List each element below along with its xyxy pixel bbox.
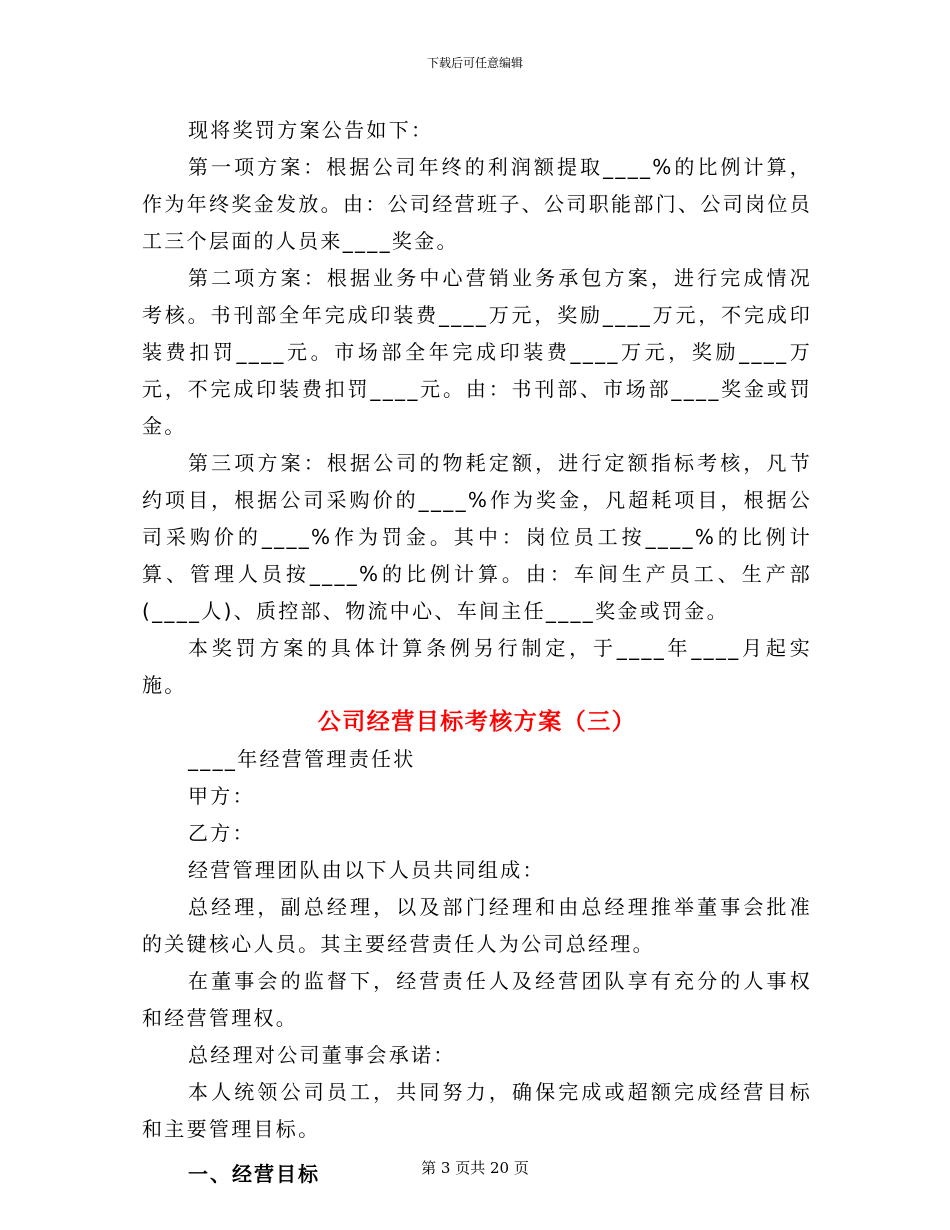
paragraph: 本人统领公司员工，共同努力，确保完成或超额完成经营目标和主要管理目标。 (142, 1080, 812, 1141)
paragraph: 总经理对公司董事会承诺： (188, 1043, 456, 1067)
section-heading: 一、经营目标 (188, 1162, 320, 1186)
paragraph: 现将奖罚方案公告如下： (188, 118, 434, 142)
paragraph: 第三项方案：根据公司的物耗定额，进行定额指标考核，凡节约项目，根据公司采购价的____%作为奖金，凡超耗项目，根据公司采购价的____%作为罚金。其中：岗位员工按____%的比例计算、管理人员按____%的比例计算。由：车间生产员工、生产部(____人)、质控部、物流中心、车间主任____奖金或罚金。 (142, 451, 812, 623)
paragraph: ____年经营管理责任状 (188, 747, 416, 771)
paragraph: 乙方： (188, 821, 255, 845)
document-title: 公司经营目标考核方案（三） (317, 709, 637, 735)
document-body (142, 112, 812, 1213)
page-footer: 第 3 页共 20 页 (421, 1159, 529, 1177)
paragraph: 甲方： (188, 784, 255, 808)
paragraph: 在董事会的监督下，经营责任人及经营团队享有充分的人事权和经营管理权。 (142, 969, 812, 1030)
paragraph: 第二项方案：根据业务中心营销业务承包方案，进行完成情况考核。书刊部全年完成印装费____万元，奖励____万元，不完成印装费扣罚____元。市场部全年完成印装费____万元，奖励____万元，不完成印装费扣罚____元。由：书刊部、市场部____奖金或罚金。 (142, 266, 812, 438)
paragraph: 经营管理团队由以下人员共同组成： (188, 858, 545, 882)
page-header: 下载后可任意编辑 (426, 56, 523, 70)
paragraph: 第一项方案：根据公司年终的利润额提取____%的比例计算，作为年终奖金发放。由：公司经营班子、公司职能部门、公司岗位员工三个层面的人员来____奖金。 (142, 155, 812, 253)
paragraph: 本奖罚方案的具体计算条例另行制定，于____年____月起实施。 (142, 636, 812, 697)
paragraph: 总经理，副总经理，以及部门经理和由总经理推举董事会批准的关键核心人员。其主要经营责任人为公司总经理。 (142, 895, 812, 956)
